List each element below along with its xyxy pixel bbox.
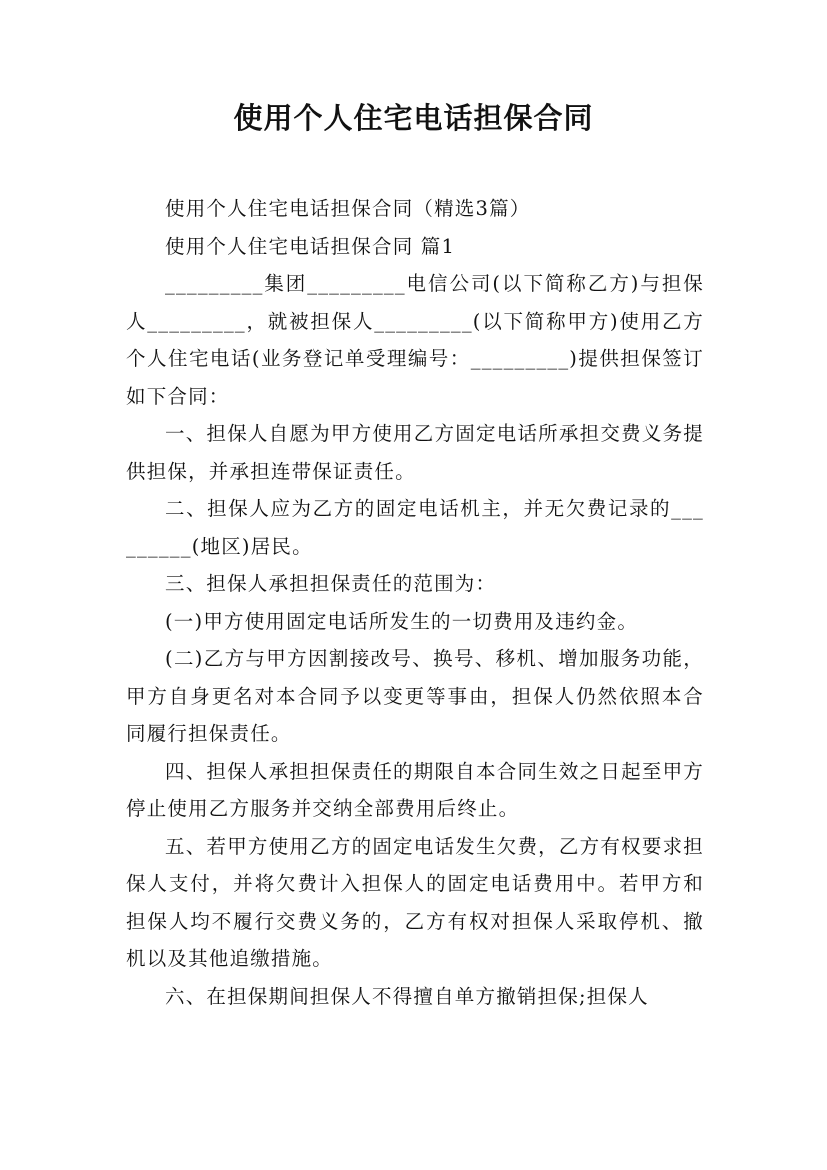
paragraph-clause-3-item-1: (一)甲方使用固定电话所发生的一切费用及违约金。: [165, 609, 639, 633]
paragraph-clause-3: 三、担保人承担担保责任的范围为：: [165, 572, 497, 595]
paragraph-clause-4: 四、担保人承担担保责任的期限自本合同生效之日起至甲方停止使用乙方服务并交纳全部费用后终止。: [126, 759, 704, 820]
paragraph-preamble: _________集团_________电信公司(以下简称乙方)与担保人_________，就被担保人_________(以下简称甲方)使用乙方个人住宅电话(业务登记单受理编号：_________)提供担保签订如下合同：: [126, 272, 704, 408]
paragraph-section-heading: 使用个人住宅电话担保合同 篇1: [165, 234, 456, 258]
paragraph-clause-3-item-2: (二)乙方与甲方因割接改号、换号、移机、增加服务功能，甲方自身更名对本合同予以变更等事由，担保人仍然依照本合同履行担保责任。: [126, 647, 704, 745]
document-title: 使用个人住宅电话担保合同: [233, 101, 594, 135]
document-body: [126, 190, 704, 1015]
paragraph-clause-1: 一、担保人自愿为甲方使用乙方固定电话所承担交费义务提供担保，并承担连带保证责任。: [126, 422, 704, 483]
paragraph-clause-5: 五、若甲方使用乙方的固定电话发生欠费，乙方有权要求担保人支付，并将欠费计入担保人的固定电话费用中。若甲方和担保人均不履行交费义务的，乙方有权对担保人采取停机、撤机以及其他追缴措施。: [126, 834, 704, 970]
paragraph-clause-6: 六、在担保期间担保人不得擅自单方撤销担保;担保人: [165, 984, 649, 1008]
paragraph-subtitle: 使用个人住宅电话担保合同（精选3篇）: [165, 197, 531, 220]
paragraph-clause-2: 二、担保人应为乙方的固定电话机主，并无欠费记录的_________(地区)居民。: [126, 497, 704, 558]
